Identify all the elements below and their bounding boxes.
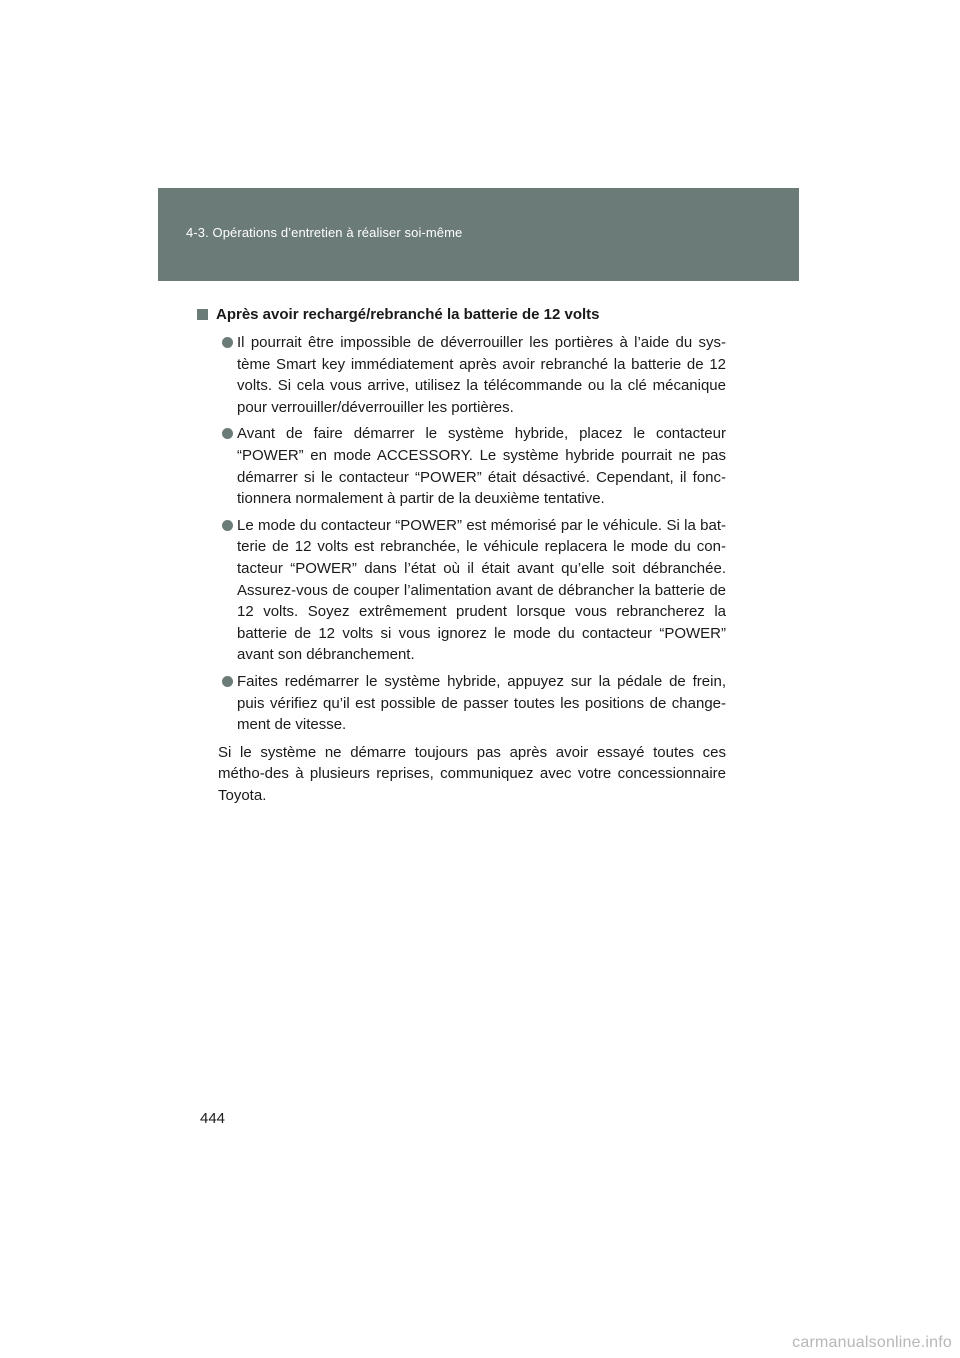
bullet-dot-icon bbox=[222, 676, 233, 687]
list-item-text: Faites redémarrer le système hybride, appuyez sur la pédale de frein, puis vérifiez qu’il est possible de passer toutes les positions de change-ment de vitesse. bbox=[237, 672, 726, 734]
list-item-text: Il pourrait être impossible de déverrouiller les portières à l’aide du sys-tème Smart key immédiatement après avoir rebranché la batterie de 12 volts. Si cela vous arrive, utilisez la télécommande ou la clé mécanique pour verrouiller/déverrouiller les portières. bbox=[237, 334, 726, 416]
list-item bbox=[196, 332, 726, 418]
section-header-band bbox=[158, 188, 799, 281]
list-item-text: Le mode du contacteur “POWER” est mémorisé par le véhicule. Si la bat-terie de 12 volts est rebranchée, le véhicule replacera le mode du con-tacteur “POWER” dans l’état où il était avant qu’elle soit débranchée. Assurez-vous de couper l’alimentation avant de débrancher la batterie de 12 volts. Soyez extrêmement prudent lorsque vous rebrancherez la batterie de 12 volts si vous ignorez le mode du contacteur “POWER” avant son débranchement. bbox=[237, 516, 726, 664]
section-heading bbox=[196, 304, 726, 326]
bullet-dot-icon bbox=[222, 337, 233, 348]
bullet-dot-icon bbox=[222, 520, 233, 531]
page-number: 444 bbox=[200, 1110, 226, 1127]
square-icon bbox=[197, 309, 208, 320]
section-title: 4-3. Opérations d’entretien à réaliser soi-même bbox=[186, 225, 463, 240]
bullet-dot-icon bbox=[222, 428, 233, 439]
list-item bbox=[196, 423, 726, 509]
closing-paragraph: Si le système ne démarre toujours pas après avoir essayé toutes ces métho-des à plusieurs reprises, communiquez avec votre concessionnaire Toyota. bbox=[218, 743, 726, 804]
section-heading-text: Après avoir rechargé/rebranché la batterie de 12 volts bbox=[216, 306, 600, 323]
bullet-list bbox=[196, 332, 726, 736]
page-content bbox=[196, 304, 726, 806]
list-item bbox=[196, 671, 726, 736]
watermark-text: carmanualsonline.info bbox=[792, 1334, 952, 1351]
list-item bbox=[196, 515, 726, 666]
list-item-text: Avant de faire démarrer le système hybride, placez le contacteur “POWER” en mode ACCESSORY. Le système hybride pourrait ne pas démarrer si le contacteur “POWER” était désactivé. Cependant, il fonc-tionnera normalement à partir de la deuxième tentative. bbox=[237, 425, 726, 508]
